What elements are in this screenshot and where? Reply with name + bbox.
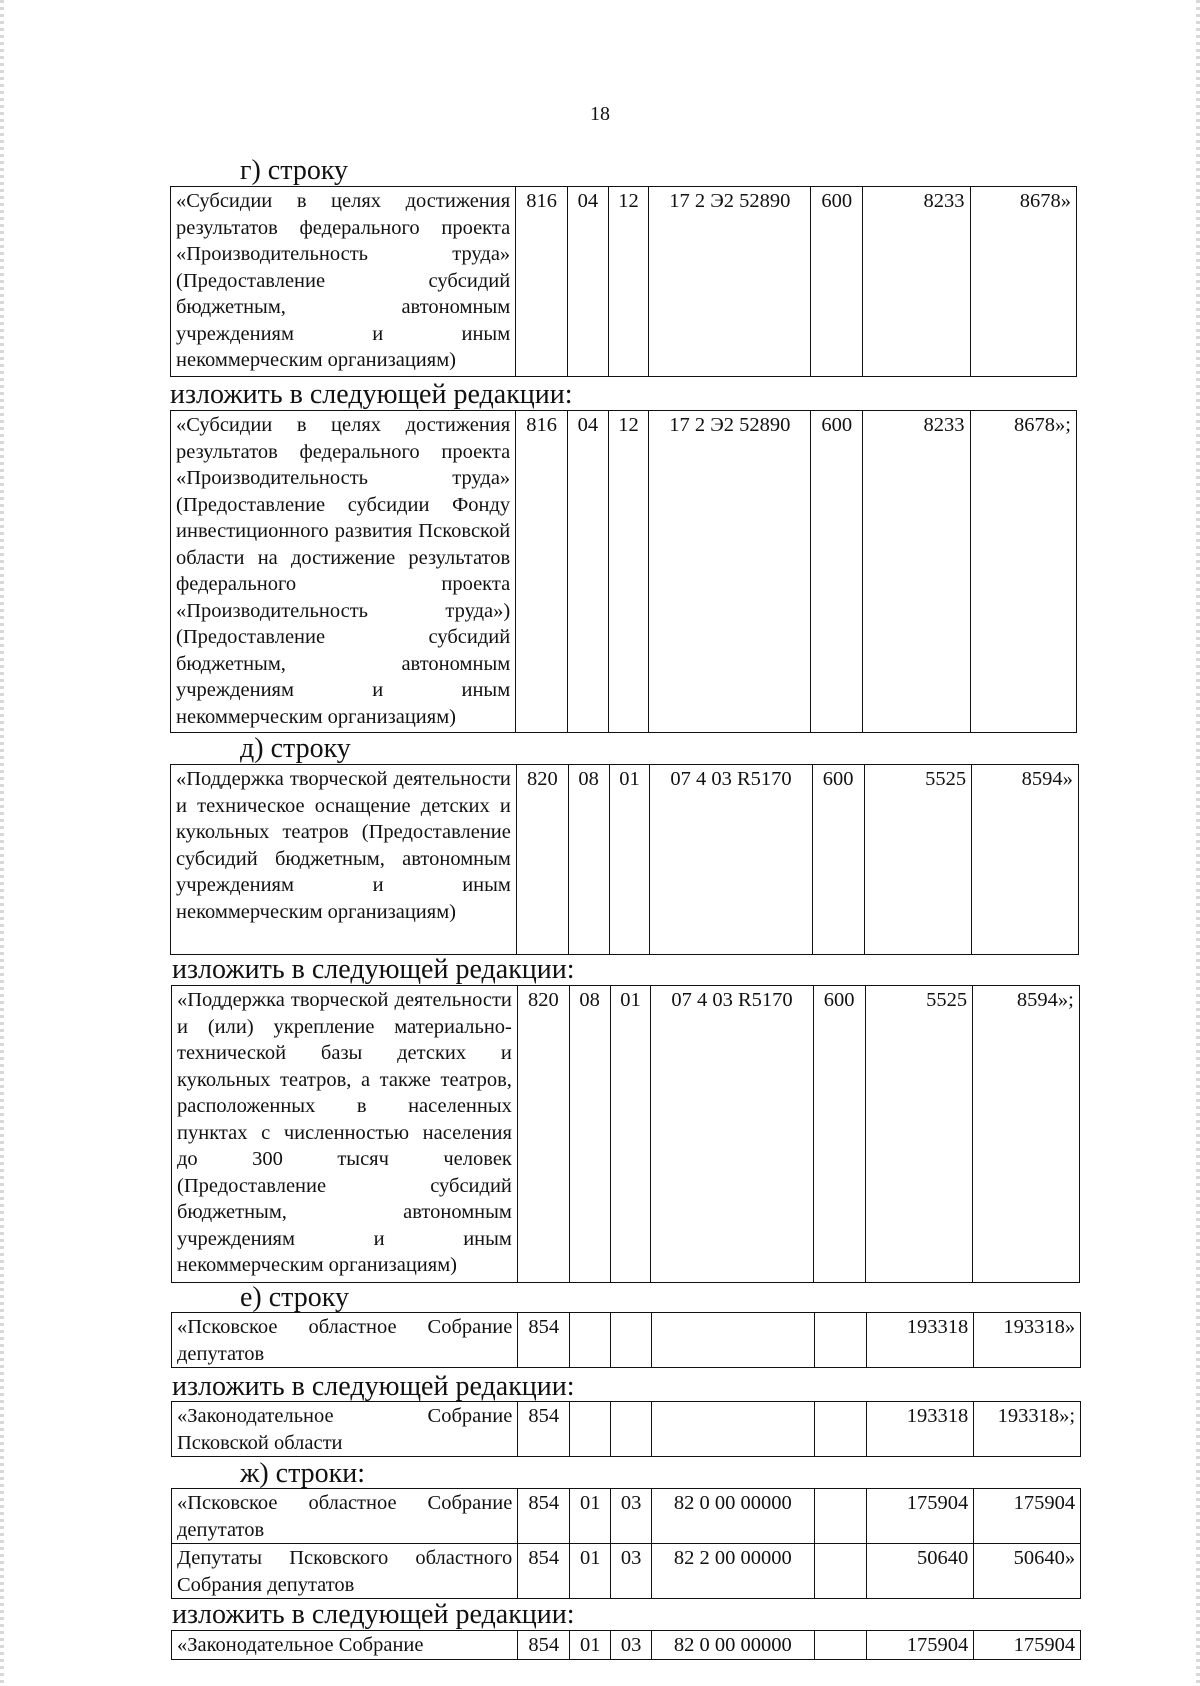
subsection-code-cell: 03 — [611, 1631, 652, 1660]
subsection-code-cell: 01 — [610, 986, 651, 1283]
amount-year-2-cell: 175904 — [974, 1489, 1081, 1544]
amount-year-2-cell: 193318»; — [974, 1402, 1081, 1457]
row-name-cell: «Субсидии в целях достижения результатов федерального проекта «Производительность труда» (Предоставление субсидии Фонду инвестиционного развития Псковской области на достижение результатов федерального проекта «Производительность труда») (Предоставление субсидий бюджетным, автономным учреждениям и иным некоммерческим организациям) — [171, 411, 516, 733]
ministry-code-cell: 854 — [518, 1402, 570, 1457]
section-code-cell: 04 — [567, 187, 608, 377]
target-article-cell: 17 2 Э2 52890 — [649, 187, 811, 377]
table-row — [172, 986, 1080, 1283]
table-row — [172, 1631, 1081, 1660]
subsection-code-cell — [611, 1402, 652, 1457]
amount-year-1-cell: 8233 — [863, 187, 970, 377]
section-code-cell — [570, 1313, 611, 1368]
section-heading: изложить в следующей редакции: — [170, 379, 573, 410]
ministry-code-cell: 816 — [516, 411, 568, 733]
amount-year-1-cell: 5525 — [865, 986, 973, 1283]
amount-year-2-cell: 8678»; — [970, 411, 1076, 733]
amount-year-1-cell: 175904 — [866, 1489, 974, 1544]
section-heading: изложить в следующей редакции: — [172, 954, 575, 985]
row-name-cell: «Поддержка творческой деятельности и (или) укрепление материально-технической базы детских и кукольных театров, а также театров, расположенных в населенных пунктах с численностью населения до 300 тысяч человек (Предоставление субсидий бюджетным, автономным учреждениям и иным некоммерческим организациям) — [172, 986, 518, 1283]
amount-year-2-cell: 8594»; — [973, 986, 1080, 1283]
budget-table — [170, 764, 1079, 955]
target-article-cell: 17 2 Э2 52890 — [649, 411, 811, 733]
table-row — [172, 1489, 1081, 1544]
target-article-cell: 82 0 00 00000 — [652, 1631, 815, 1660]
expense-type-cell: 600 — [812, 765, 864, 955]
expense-type-cell — [814, 1489, 866, 1544]
row-name-cell: Депутаты Псковского областного Собрания депутатов — [172, 1544, 518, 1599]
table-row — [171, 187, 1077, 377]
row-name-cell: «Законодательное Собрание — [172, 1631, 518, 1660]
section-code-cell: 08 — [569, 986, 610, 1283]
amount-year-2-cell: 193318» — [974, 1313, 1081, 1368]
subsection-code-cell: 01 — [609, 765, 650, 955]
section-code-cell: 08 — [568, 765, 609, 955]
section-heading: г) строку — [240, 155, 349, 186]
table-row — [172, 1313, 1081, 1368]
section-code-cell: 01 — [570, 1489, 611, 1544]
amount-year-1-cell: 175904 — [866, 1631, 974, 1660]
target-article-cell — [652, 1402, 815, 1457]
amount-year-1-cell: 193318 — [866, 1402, 974, 1457]
subsection-code-cell: 12 — [608, 187, 649, 377]
scan-edge-right — [1196, 0, 1200, 1686]
row-name-cell: «Законодательное Собрание Псковской области — [172, 1402, 518, 1457]
subsection-code-cell: 12 — [608, 411, 649, 733]
budget-table — [170, 410, 1077, 733]
section-code-cell: 04 — [567, 411, 608, 733]
expense-type-cell: 600 — [811, 411, 863, 733]
budget-table — [170, 186, 1077, 377]
budget-table — [171, 985, 1080, 1283]
table-row — [172, 1544, 1081, 1599]
target-article-cell: 82 2 00 00000 — [652, 1544, 815, 1599]
row-name-cell: «Субсидии в целях достижения результатов федерального проекта «Производительность труда» (Предоставление субсидий бюджетным, автономным учреждениям и иным некоммерческим организациям) — [171, 187, 516, 377]
amount-year-2-cell: 175904 — [974, 1631, 1081, 1660]
expense-type-cell: 600 — [811, 187, 863, 377]
section-heading: д) строку — [240, 733, 351, 764]
expense-type-cell — [814, 1313, 866, 1368]
scan-edge-left — [0, 0, 4, 1686]
amount-year-1-cell: 8233 — [863, 411, 970, 733]
ministry-code-cell: 854 — [518, 1489, 570, 1544]
budget-table — [171, 1401, 1081, 1457]
section-heading: е) строку — [240, 1282, 349, 1313]
ministry-code-cell: 816 — [516, 187, 568, 377]
budget-table — [171, 1488, 1081, 1599]
expense-type-cell — [814, 1402, 866, 1457]
target-article-cell: 07 4 03 R5170 — [650, 765, 812, 955]
amount-year-1-cell: 50640 — [866, 1544, 974, 1599]
ministry-code-cell: 854 — [518, 1544, 570, 1599]
section-heading: изложить в следующей редакции: — [172, 1599, 575, 1630]
ministry-code-cell: 854 — [518, 1631, 570, 1660]
amount-year-1-cell: 193318 — [866, 1313, 974, 1368]
target-article-cell — [652, 1313, 815, 1368]
page-number: 18 — [590, 103, 610, 125]
subsection-code-cell: 03 — [611, 1544, 652, 1599]
section-code-cell: 01 — [570, 1631, 611, 1660]
expense-type-cell: 600 — [813, 986, 865, 1283]
amount-year-2-cell: 8594» — [972, 765, 1079, 955]
section-code-cell — [570, 1402, 611, 1457]
table-row — [171, 411, 1077, 733]
ministry-code-cell: 854 — [518, 1313, 570, 1368]
expense-type-cell — [814, 1544, 866, 1599]
section-heading: ж) строки: — [240, 1458, 366, 1489]
subsection-code-cell: 03 — [611, 1489, 652, 1544]
expense-type-cell — [814, 1631, 866, 1660]
amount-year-2-cell: 8678» — [970, 187, 1076, 377]
section-code-cell: 01 — [570, 1544, 611, 1599]
amount-year-2-cell: 50640» — [974, 1544, 1081, 1599]
amount-year-1-cell: 5525 — [864, 765, 972, 955]
target-article-cell: 07 4 03 R5170 — [651, 986, 813, 1283]
row-name-cell: «Псковское областное Собрание депутатов — [172, 1313, 518, 1368]
ministry-code-cell: 820 — [517, 986, 569, 1283]
ministry-code-cell: 820 — [516, 765, 568, 955]
subsection-code-cell — [611, 1313, 652, 1368]
budget-table — [171, 1630, 1081, 1660]
budget-table — [171, 1312, 1081, 1368]
section-heading: изложить в следующей редакции: — [172, 1371, 575, 1402]
target-article-cell: 82 0 00 00000 — [652, 1489, 815, 1544]
table-row — [171, 765, 1079, 955]
table-row — [172, 1402, 1081, 1457]
row-name-cell: «Псковское областное Собрание депутатов — [172, 1489, 518, 1544]
row-name-cell: «Поддержка творческой деятельности и техническое оснащение детских и кукольных театров (Предоставление субсидий бюджетным, автономным учреждениям и иным некоммерческим организациям) — [171, 765, 517, 955]
